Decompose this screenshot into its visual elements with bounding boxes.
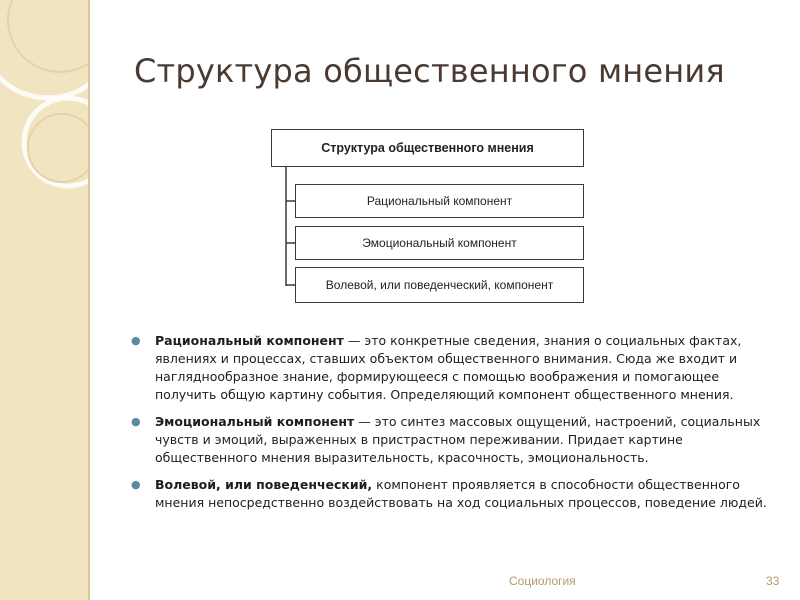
decorative-sidebar	[0, 0, 90, 600]
footer-subject: Социология	[509, 574, 576, 588]
bullet-icon: ●	[131, 334, 141, 347]
diagram-box-emotional: Эмоциональный компонент	[295, 226, 584, 260]
bullet-term: Эмоциональный компонент	[155, 414, 355, 429]
bullet-text: — это синтез массовых ощущений, настроений, социальных чувств и эмоций, выраженных в пристрастном переживании. Придает картине общественного мнения выразительность, красочность, эмоциональность.	[155, 414, 761, 465]
bullet-item-rational	[130, 332, 775, 404]
bullet-item-behavioral	[130, 476, 775, 512]
bullet-term: Рациональный компонент	[155, 333, 344, 348]
diagram-root-box: Структура общественного мнения	[271, 129, 584, 167]
diagram-box-behavioral: Волевой, или поведенческий, компонент	[295, 267, 584, 303]
bullet-item-emotional	[130, 413, 775, 467]
bullet-term: Волевой, или поведенческий,	[155, 477, 373, 492]
diagram-box-rational: Рациональный компонент	[295, 184, 584, 218]
bullet-icon: ●	[131, 478, 141, 491]
page-number: 33	[766, 574, 780, 588]
slide-title: Структура общественного мнения	[134, 52, 725, 90]
bullet-list	[130, 332, 775, 521]
bullet-text: компонент проявляется в способности общественного мнения непосредственно воздействовать на ход социальных процессов, поведение людей.	[155, 477, 767, 510]
decorative-circles-icon	[0, 0, 88, 600]
bullet-text: — это конкретные сведения, знания о социальных фактах, явлениях и процессах, ставших объектом общественного внимания. Сюда же входит и нагляднообразное знание, формирующееся с помощью воображения и помогающее получить общую картину события. Определяющий компонент общественного мнения.	[155, 333, 742, 402]
bullet-icon: ●	[131, 415, 141, 428]
